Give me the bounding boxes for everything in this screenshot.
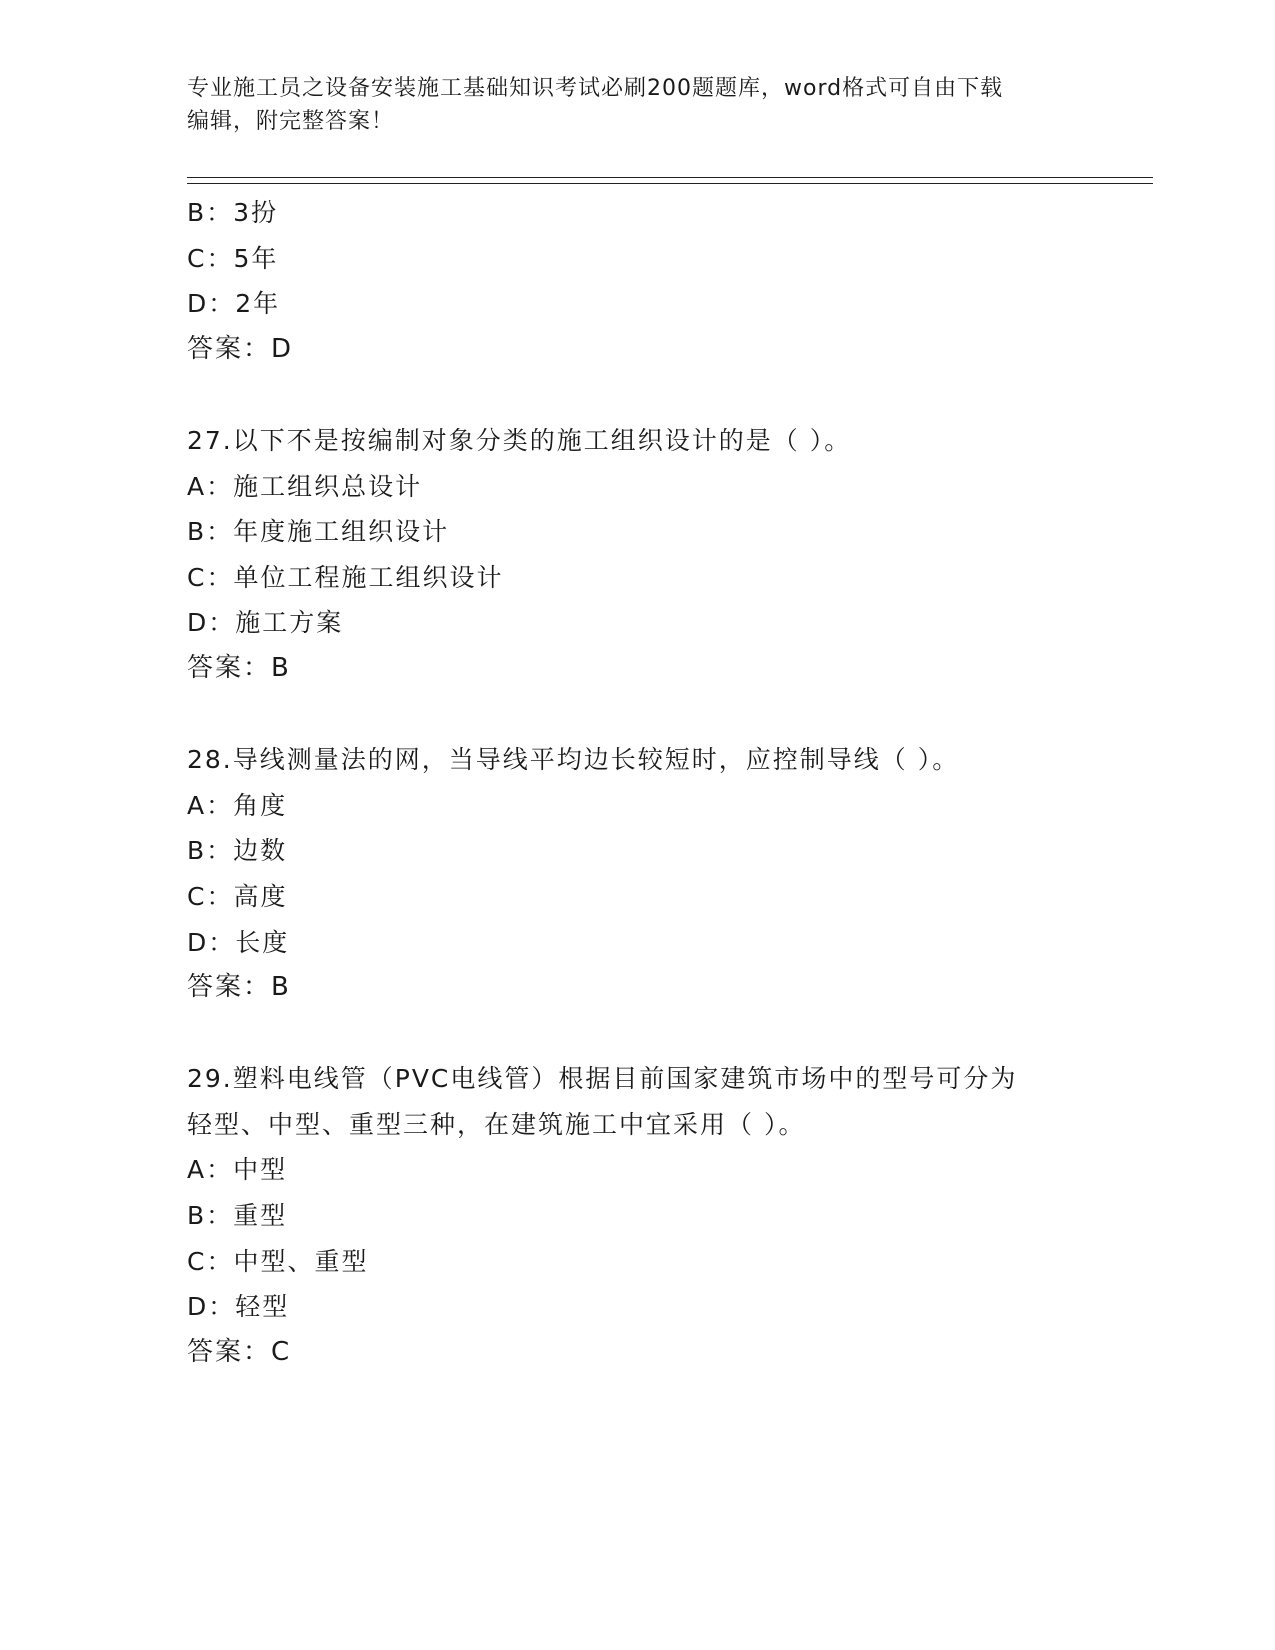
option-c: C：高度 [187,881,288,911]
document-body [187,190,1087,1375]
header-title-line-1: 专业施工员之设备安装施工基础知识考试必刷200题题库，word格式可自由下载 [187,76,1004,101]
question-title: 27.以下不是按编制对象分类的施工组织设计的是（ ）。 [187,425,852,455]
option-c: C：5年 [187,243,279,273]
option-c: C：中型、重型 [187,1246,369,1276]
option-d: D：轻型 [187,1292,290,1322]
option-b: B：3扮 [187,198,279,227]
option-c: C：单位工程施工组织设计 [187,562,504,592]
option-b: B：重型 [187,1201,288,1231]
question-26-continued [187,190,1087,372]
question-title-line-1: 29.塑料电线管（PVC电线管）根据目前国家建筑市场中的型号可分为 [187,1064,1018,1094]
answer-line: 答案：B [187,972,291,1003]
answer-line: 答案：D [187,333,294,364]
question-title: 28.导线测量法的网，当导线平均边长较短时，应控制导线（ ）。 [187,745,960,775]
answer-line: 答案：C [187,1336,292,1367]
option-a: A：施工组织总设计 [187,471,423,501]
option-d: D：施工方案 [187,608,344,638]
option-a: A：角度 [187,790,288,820]
question-28 [187,737,1087,1011]
option-d: D：长度 [187,927,290,957]
option-b: B：边数 [187,836,288,866]
option-d: D：2年 [187,289,281,319]
question-29 [187,1056,1087,1375]
answer-line: 答案：B [187,652,291,683]
option-b: B：年度施工组织设计 [187,517,450,547]
option-a: A：中型 [187,1155,288,1185]
page-header [187,72,1067,138]
question-title-line-2: 轻型、中型、重型三种，在建筑施工中宜采用（ ）。 [187,1109,806,1139]
header-divider [187,177,1153,184]
header-title-line-2: 编辑，附完整答案！ [187,109,395,134]
question-27 [187,418,1087,692]
